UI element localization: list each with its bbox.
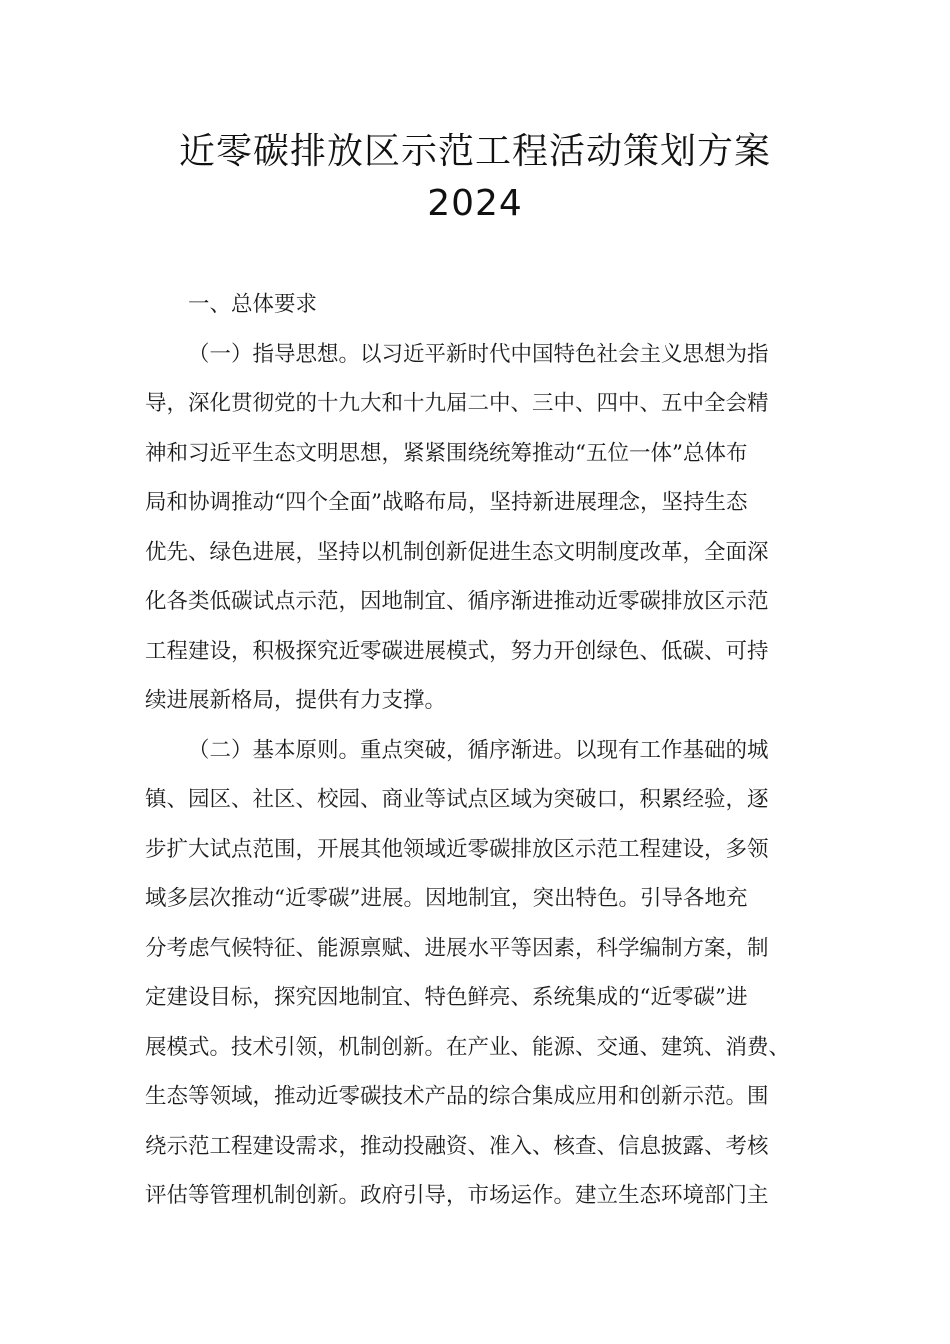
paragraph-line: 局和协调推动“四个全面”战略布局，坚持新进展理念，坚持生态	[145, 490, 748, 515]
title-line-2: 2024	[427, 183, 523, 224]
document-title	[0, 126, 950, 230]
paragraph-line: 导，深化贯彻党的十九大和十九届二中、三中、四中、五中全会精	[145, 391, 769, 416]
paragraph-line: 化各类低碳试点示范，因地制宜、循序渐进推动近零碳排放区示范	[145, 589, 769, 614]
paragraph-line: 域多层次推动“近零碳”进展。因地制宜，突出特色。引导各地充	[145, 886, 748, 911]
paragraph-line: 评估等管理机制创新。政府引导，市场运作。建立生态环境部门主	[145, 1183, 769, 1208]
paragraph-line: （一）指导思想。以习近平新时代中国特色社会主义思想为指	[188, 341, 769, 367]
paragraph-line: 神和习近平生态文明思想，紧紧围绕统筹推动“五位一体”总体布	[145, 440, 748, 466]
paragraph-line: 分考虑气候特征、能源禀赋、进展水平等因素，科学编制方案，制	[145, 935, 769, 961]
paragraph-line: 展模式。技术引领，机制创新。在产业、能源、交通、建筑、消费、	[145, 1034, 791, 1060]
paragraph-line: 步扩大试点范围，开展其他领域近零碳排放区示范工程建设，多领	[145, 836, 769, 862]
paragraph-line: 定建设目标，探究因地制宜、特色鲜亮、系统集成的“近零碳”进	[145, 985, 748, 1010]
section-heading: 一、总体要求	[188, 292, 318, 317]
paragraph-line: 镇、园区、社区、校园、商业等试点区域为突破口，积累经验，逐	[145, 787, 769, 812]
paragraph-line: 优先、绿色进展，坚持以机制创新促进生态文明制度改革，全面深	[145, 539, 769, 565]
paragraph-line: 绕示范工程建设需求，推动投融资、准入、核查、信息披露、考核	[145, 1133, 769, 1159]
title-line-1: 近零碳排放区示范工程活动策划方案	[178, 131, 771, 172]
paragraph-line: （二）基本原则。重点突破，循序渐进。以现有工作基础的城	[188, 737, 769, 763]
paragraph-line: 生态等领域，推动近零碳技术产品的综合集成应用和创新示范。围	[145, 1084, 769, 1109]
paragraph-line: 工程建设，积极探究近零碳进展模式，努力开创绿色、低碳、可持	[145, 638, 769, 664]
paragraph-line: 续进展新格局，提供有力支撑。	[145, 688, 447, 713]
document-body	[145, 280, 807, 1221]
